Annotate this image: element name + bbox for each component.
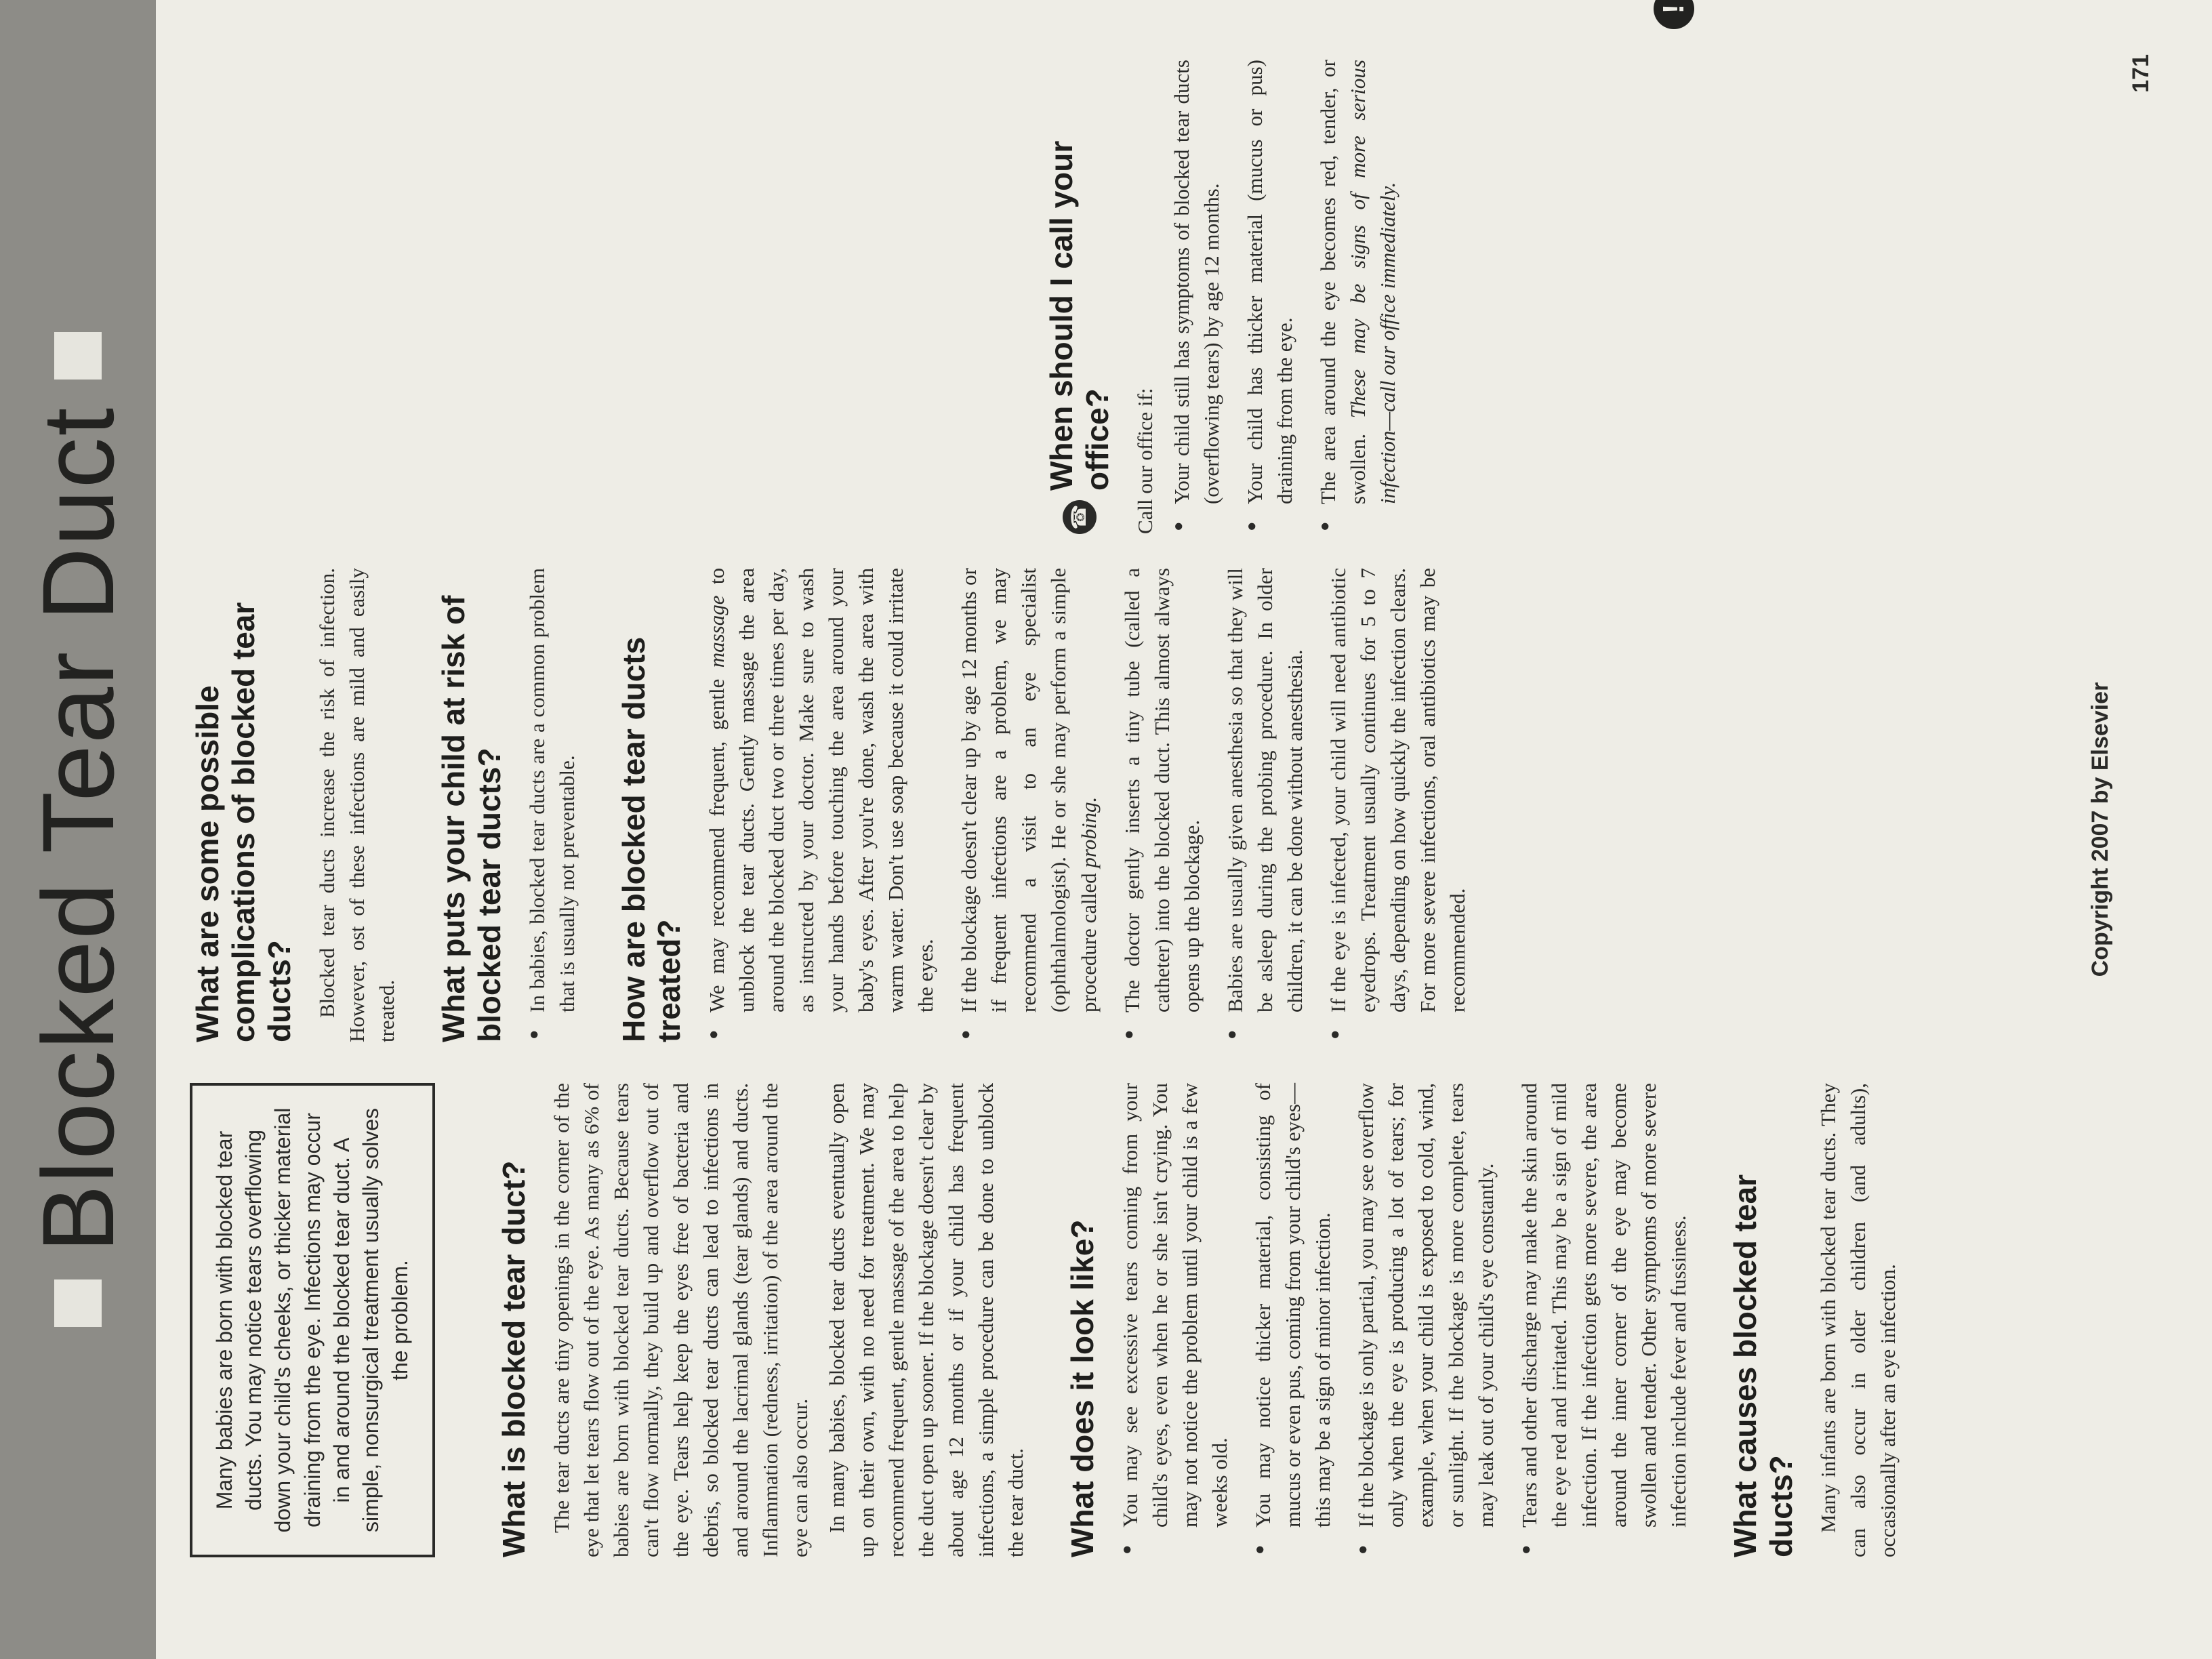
treated-item-emphasis: massage [705, 595, 729, 668]
call-item [1313, 60, 1403, 534]
risk-heading: What puts your child at risk of blocked tear ducts? [435, 595, 507, 1042]
call-intro: Call our office if: [1132, 388, 1157, 534]
treated-item-text: to unblock the tear ducts. Gently massage the area around the blocked duct two or three times per day, as instructed by your doctor. Make sure to wash your hands before touching the area around your baby's eyes. After you're done, wash the area with warm water. Don't use soap because it could irritate the eyes. [705, 568, 938, 1012]
treated-item [954, 568, 1103, 1042]
call-item-emphasis: These may be signs of more serious infection—call our office immediately. [1345, 60, 1399, 504]
page-number: 171 [2128, 54, 2154, 93]
title-square-left-icon [54, 1279, 102, 1327]
treated-item-text: We may recommend frequent, gentle [705, 668, 729, 1012]
treated-item: ● Babies are usually given anesthesia so that they will be asleep during the probing procedure. In older children, it can be done without anesthesia. [1221, 568, 1310, 1042]
what-is-paragraph-1: The tear ducts are tiny openings in the corner of the eye that let tears flow out of the eye. As many as 6% of babies are born with blocked tear ducts. Because tears can't flow normally, they build up and overflow out of the eye. Tears help keep the eyes free of bacteria and debris, so blocked tear ducts can lead to infections in and around the lacrimal glands (tear glands) and ducts. Inflammation (redness, irritation) of the area around the eye can also occur. [550, 1083, 813, 1557]
treated-item [702, 568, 941, 1042]
call-item: ● Your child still has symptoms of blocked tear ducts (overflowing tears) by age 12 months. [1167, 60, 1227, 534]
page-title: Blocked Tear Duct [20, 406, 135, 1253]
call-heading-row [1044, 60, 1115, 534]
what-is-paragraph-2: In many babies, blocked tear ducts eventually open up on their own, with no need for treatment. We may recommend frequent, gentle massage of the area to help the duct open up sooner. If the blockage doesn't clear by about age 12 months or if your child has frequent infections, a simple procedure can be done to unblock the tear duct. [825, 1083, 1028, 1557]
treated-list [702, 568, 1472, 1042]
look-like-item: ● You may see excessive tears coming from your child's eyes, even when he or she isn't crying. You may not notice the problem until your child is a few weeks old. [1115, 1083, 1235, 1557]
phone-icon: ☎ [1063, 500, 1097, 534]
call-list [1167, 60, 1403, 534]
risk-item: ● In babies, blocked tear ducts are a common problem that is usually not preventable. [523, 568, 582, 1042]
call-item-text: The area around the eye becomes red, tender, or swollen. [1315, 60, 1370, 504]
column-3 [190, 60, 1986, 534]
treated-item-text: If the blockage doesn't clear up by age 12 months or if frequent infections are a problem, we may recommend a visit to an eye specialist (ophthalmologist). He or she may perform a simple procedure called [957, 568, 1101, 1012]
look-like-item: ● If the blockage is only partial, you may see overflow only when the eye is producing a lot of tears; for example, when your child is exposed to cold, wind, or sunlight. If the blockage is more complete, tears may leak out of your child's eye constantly. [1351, 1083, 1500, 1557]
call-item: ● Your child has thicker material (mucus or pus) draining from the eye. [1240, 60, 1300, 534]
risk-list [523, 568, 582, 1042]
call-heading: When should I call your office? [1044, 140, 1115, 491]
look-like-list [1115, 1083, 1693, 1557]
look-like-heading: What does it look like? [1065, 1219, 1101, 1557]
page-title-row [0, 81, 156, 1578]
what-is-heading: What is blocked tear duct? [496, 1160, 532, 1557]
treated-item: ● If the eye is infected, your child will need antibiotic eyedrops. Treatment usually continues for 5 to 7 days, depending on how quickly the infection clears. For more severe infections, oral antibiotics may be recommended. [1324, 568, 1473, 1042]
column-2 [190, 568, 1986, 1042]
warning-icon: ! [1654, 0, 1694, 29]
complications-heading: What are some possible complications of blocked tear ducts? [190, 602, 297, 1042]
causes-heading: What causes blocked tear ducts? [1727, 1174, 1799, 1557]
intro-box: Many babies are born with blocked tear ducts. You may notice tears overflowing down your child's cheeks, or thicker material draining from the eye. Infections may occur in and around the blocked tear duct. A simple, nonsurgical treatment usually solves the problem. [190, 1083, 435, 1557]
look-like-item: ● Tears and other discharge may make the skin around the eye red and irritated. This may be a sign of mild infection. If the infection gets more severe, the area around the inner corner of the eye may become swollen and tender. Other symptoms of more severe infection include fever and fussiness. [1515, 1083, 1694, 1557]
complications-paragraph: Blocked tear ducts increase the risk of infection. However, ost of these infections are mild and easily treated. [314, 568, 398, 1042]
column-3-spacer [190, 60, 1010, 534]
copyright-footer: Copyright 2007 by Elsevier [2087, 682, 2113, 977]
treated-heading: How are blocked tear ducts treated? [615, 636, 687, 1042]
treated-item-emphasis: probing. [1076, 796, 1101, 868]
causes-paragraph: Many infants are born with blocked tear ducts. They can also occur in older children (and adults), occasionally after an eye infection. [1816, 1083, 1900, 1557]
look-like-item: ● You may notice thicker material, consisting of mucus or even pus, coming from your child's eyes—this may be a sign of minor infection. [1248, 1083, 1338, 1557]
treated-item: ● The doctor gently inserts a tiny tube (called a catheter) into the blocked duct. This almost always opens up the blockage. [1118, 568, 1207, 1042]
column-1 [190, 1083, 1986, 1557]
title-square-right-icon [54, 332, 102, 380]
